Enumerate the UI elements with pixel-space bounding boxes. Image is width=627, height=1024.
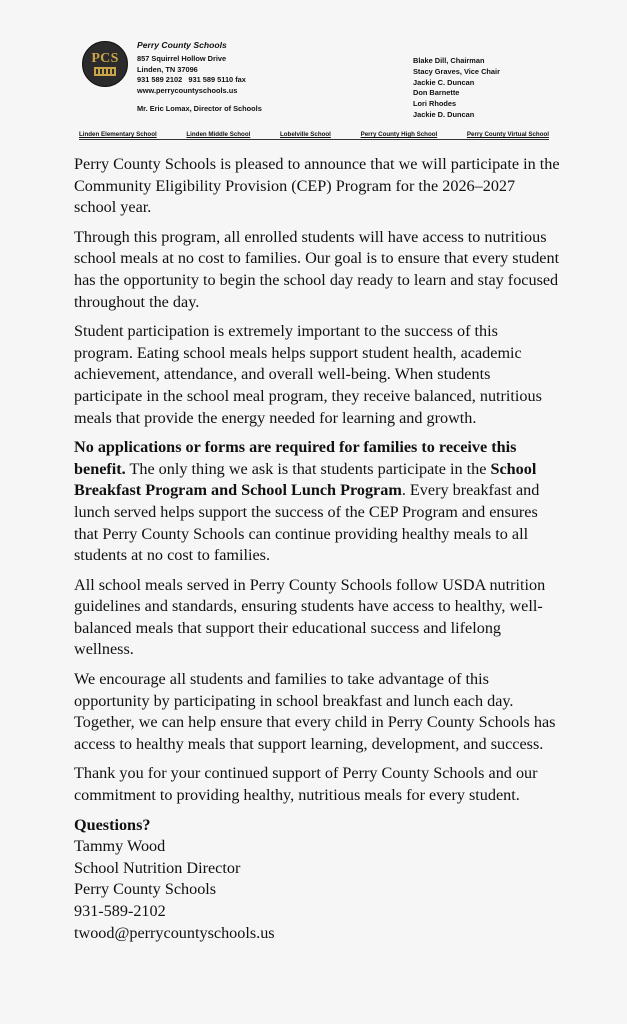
contact-org: Perry County Schools — [74, 880, 217, 899]
website: www.perrycountyschools.us — [137, 85, 238, 95]
school-list — [79, 131, 549, 140]
school-name: Perry County High School — [360, 131, 438, 138]
pillar-icon — [94, 67, 116, 76]
school-name: Perry County Virtual School — [466, 131, 549, 138]
questions-heading: Questions? — [74, 815, 151, 834]
phone-fax: 931 589 2102 931 589 5110 fax — [137, 75, 246, 85]
paragraph-encourage: We encourage all students and families to take advantage of this opportunity by participating in school breakfast and lunch each day. Together, we can help ensure that every child in Perry County Schools has access to healthy meals that support learning, development, and success. — [74, 670, 556, 753]
contact-block — [74, 815, 560, 945]
director-name: Mr. Eric Lomax, Director of Schools — [137, 104, 262, 114]
program-names: School Breakfast Program and School Lunch Program — [74, 459, 537, 500]
contact-title: School Nutrition Director — [74, 858, 241, 877]
board-member: Jackie C. Duncan — [413, 77, 475, 87]
letter-body — [74, 154, 560, 944]
paragraph-program: Through this program, all enrolled students will have access to nutritious school meals at no cost to families. Our goal is to ensure that every student has the opportunity to begin the school day ready to learn and stay focused throughout the day. — [74, 227, 560, 311]
district-logo — [82, 41, 128, 87]
contact-email: twood@perrycountyschools.us — [74, 923, 275, 942]
logo-text: PCS — [91, 51, 119, 66]
board-member: Lori Rhodes — [413, 99, 457, 109]
board-member: Stacy Graves, Vice Chair — [413, 66, 500, 76]
paragraph-thanks: Thank you for your continued support of Perry County Schools and our commitment to providing healthy, nutritious meals for every student. — [74, 764, 538, 805]
paragraph-usda: All school meals served in Perry County Schools follow USDA nutrition guidelines and standards, ensuring students have access to healthy, well-balanced meals that support their educational success and lifelong wellness. — [74, 575, 546, 659]
district-name: Perry County Schools — [137, 40, 227, 50]
board-member: Blake Dill, Chairman — [413, 56, 485, 65]
board-members — [413, 56, 500, 121]
paragraph-participation: Student participation is extremely important to the success of this program. Eating school meals helps support student health, academic achievement, attendance, and overall well-being. When students participate in the school meal program, they receive balanced, nutritious meals that provide the energy needed for learning and growth. — [74, 322, 542, 427]
address-line-2: Linden, TN 37096 — [137, 64, 198, 74]
paragraph-no-applications — [74, 437, 560, 567]
school-name: Linden Elementary School — [79, 131, 157, 138]
paragraph-announcement: Perry County Schools is pleased to announce that we will participate in the Community Eligibility Provision (CEP) Program for the 2026–2027 school year. — [74, 155, 560, 217]
board-member: Jackie D. Duncan — [413, 109, 475, 119]
school-name: Lobelville School — [280, 131, 331, 138]
contact-phone: 931-589-2102 — [74, 902, 166, 920]
paragraph-text: . Every breakfast and lunch served helps support the success of the CEP Program and ensures that Perry County Schools can continue providing healthy meals to all students at no cost to families. — [74, 481, 540, 565]
school-name: Linden Middle School — [186, 131, 251, 138]
address-line-1: 857 Squirrel Hollow Drive — [137, 54, 227, 63]
contact-name: Tammy Wood — [74, 837, 166, 856]
board-member: Don Barnette — [413, 88, 460, 98]
paragraph-text: The only thing we ask is that students participate in the — [125, 459, 491, 478]
no-applications-statement: No applications or forms are required for families to receive this benefit. — [74, 438, 517, 478]
letterhead-address-block — [137, 40, 262, 115]
